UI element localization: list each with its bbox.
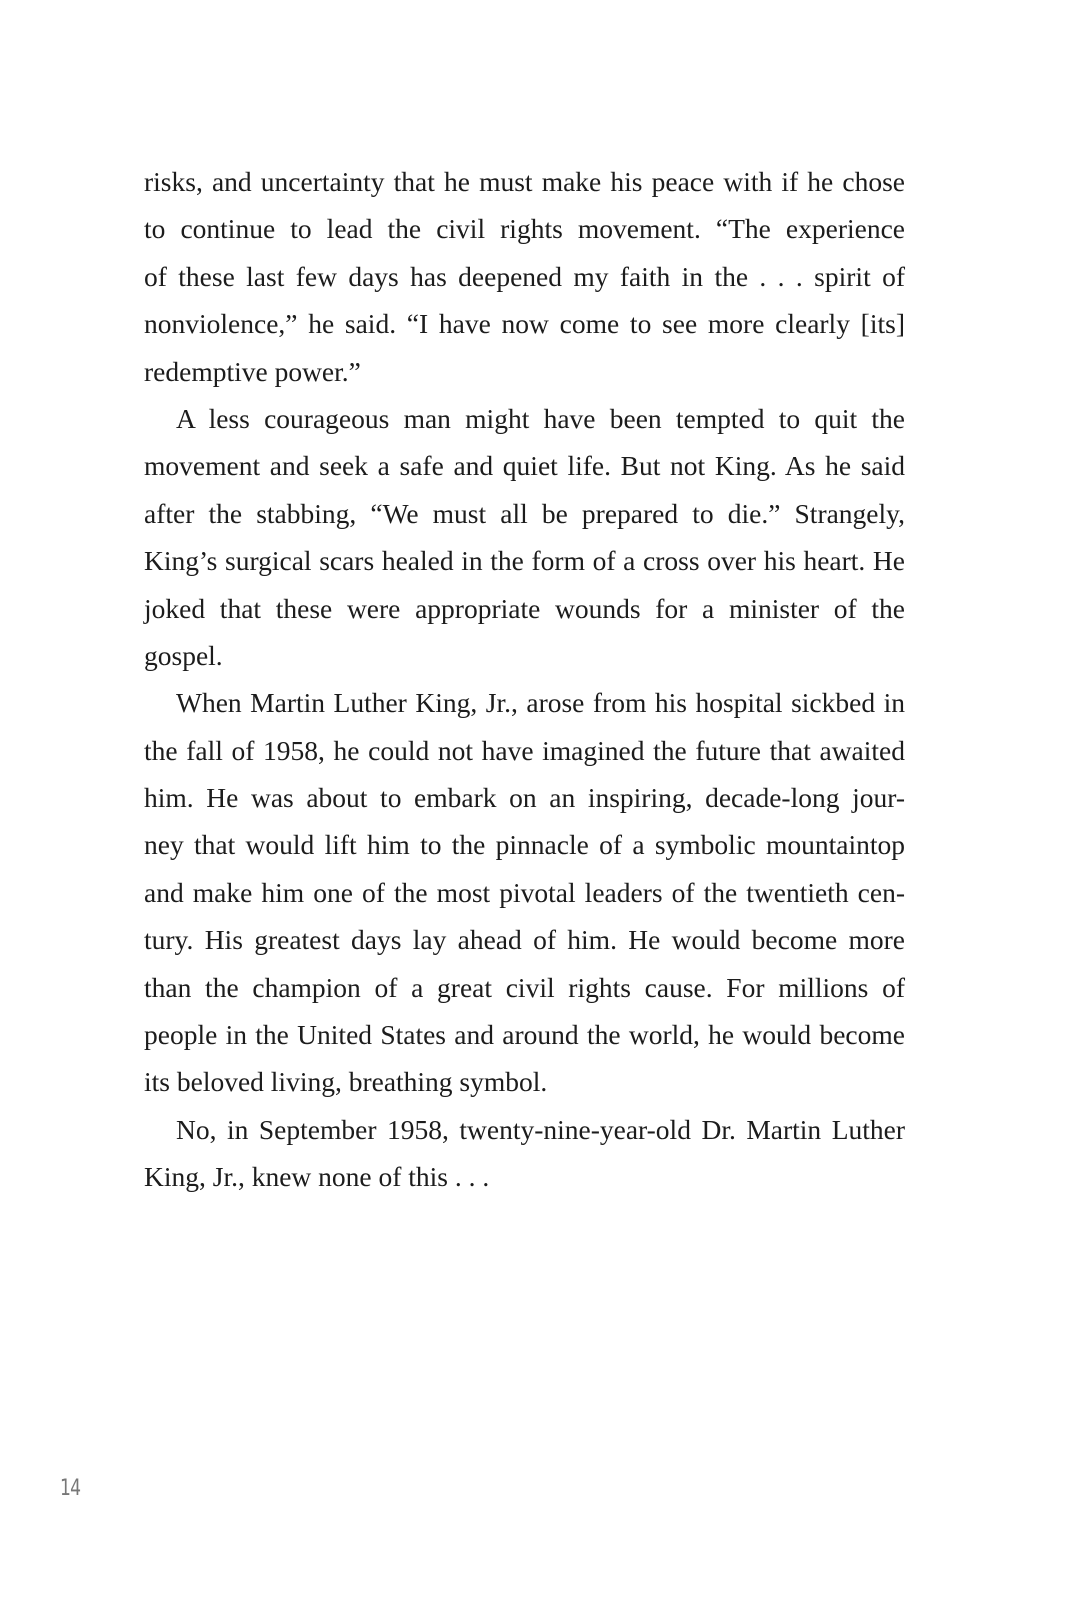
paragraph — [144, 395, 905, 679]
text-line: King, Jr., knew none of this . . . — [144, 1161, 490, 1193]
paragraph — [144, 679, 905, 1106]
page-number: 14 — [60, 1476, 81, 1501]
body-text — [144, 158, 905, 1201]
text-line: and make him one of the most pivotal leaders of the twentieth cen- — [144, 876, 905, 908]
text-line: ney that would lift him to the pinnacle of a symbolic mountaintop — [144, 829, 905, 861]
paragraph — [144, 1106, 905, 1201]
text-line: movement and seek a safe and quiet life. But not King. As he said — [144, 450, 905, 482]
text-line: the fall of 1958, he could not have imagined the future that awaited — [144, 734, 905, 766]
text-line: after the stabbing, “We must all be prepared to die.” Strangely, — [144, 497, 905, 529]
text-line: to continue to lead the civil rights movement. “The experience — [144, 213, 905, 245]
text-line: No, in September 1958, twenty-nine-year-old Dr. Martin Luther — [176, 1113, 905, 1145]
text-line: him. He was about to embark on an inspiring, decade-long jour- — [144, 782, 905, 814]
text-line: than the champion of a great civil rights cause. For millions of — [144, 971, 905, 1003]
text-line: When Martin Luther King, Jr., arose from his hospital sickbed in — [176, 687, 905, 719]
text-line: gospel. — [144, 639, 223, 671]
text-line: people in the United States and around the world, he would become — [144, 1019, 905, 1051]
text-line: of these last few days has deepened my faith in the . . . spirit of — [144, 260, 905, 292]
paragraph — [144, 158, 905, 395]
text-line: A less courageous man might have been tempted to quit the — [176, 402, 905, 434]
text-line: nonviolence,” he said. “I have now come to see more clearly [its] — [144, 308, 905, 340]
text-line: joked that these were appropriate wounds for a minister of the — [144, 592, 905, 624]
text-line: redemptive power.” — [144, 355, 361, 387]
text-line: risks, and uncertainty that he must make his peace with if he chose — [144, 166, 905, 197]
text-line: King’s surgical scars healed in the form of a cross over his heart. He — [144, 545, 905, 577]
text-line: tury. His greatest days lay ahead of him. He would become more — [144, 924, 905, 956]
text-line: its beloved living, breathing symbol. — [144, 1066, 548, 1098]
